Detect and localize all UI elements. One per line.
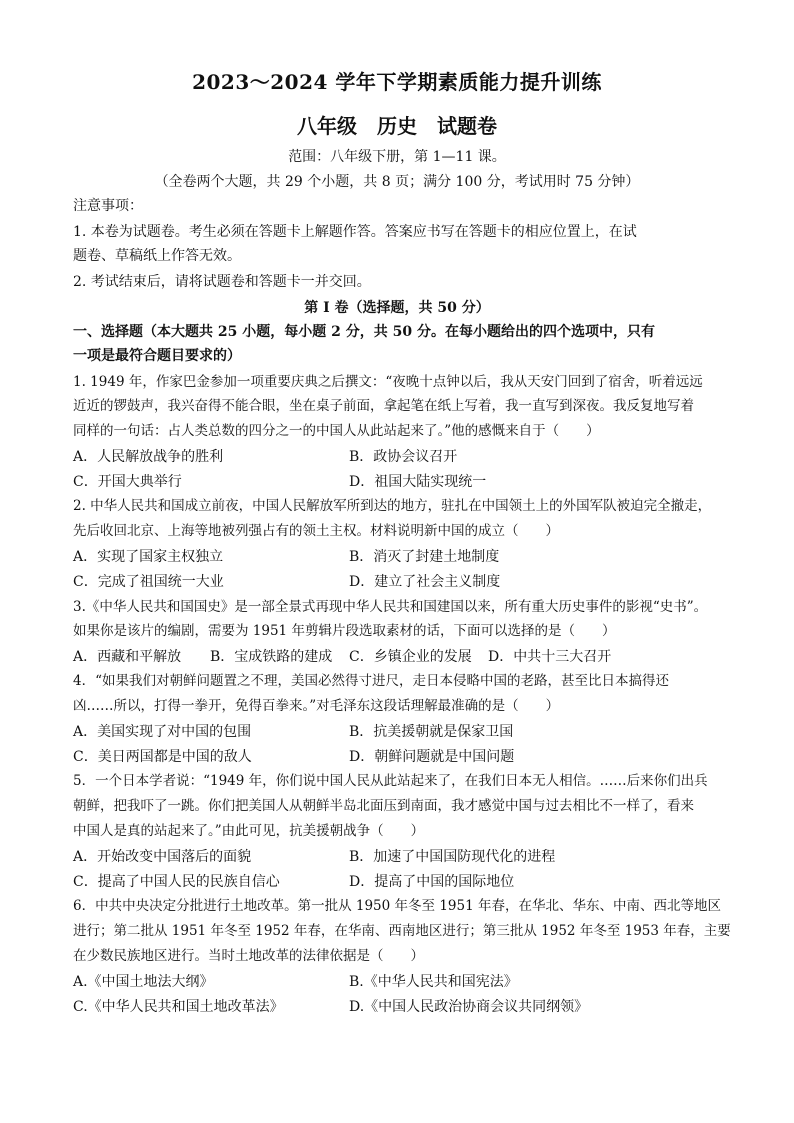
question-6-line-1: 6．中共中央决定分批进行土地改革。第一批从 1950 年冬至 1951 年春，在华北、华东、中南、西北等地区: [73, 898, 721, 914]
section-instructions-line-1: 一、选择题（本大题共 25 小题，每小题 2 分，共 50 分。在每小题给出的四个选项中，只有: [73, 324, 655, 340]
question-4-option-c: C．美日两国都是中国的敌人: [73, 749, 252, 765]
notice-item-1-line-1: 1. 本卷为试题卷。考生必须在答题卡上解题作答。答案应书写在答题卡的相应位置上，在试: [73, 224, 637, 240]
notice-heading: 注意事项：: [73, 198, 143, 214]
question-3-line-1: 3.《中华人民共和国国史》是一部全景式再现中华人民共和国建国以来，所有重大历史事件的影视“史书”。: [73, 599, 708, 615]
section-instructions-line-2: 一项是最符合题目要求的）: [73, 348, 241, 364]
notice-item-1-line-2: 题卷、草稿纸上作答无效。: [73, 248, 241, 264]
question-6-line-2: 进行；第二批从 1951 年冬至 1952 年春，在华南、西南地区进行；第三批从 1952 年冬至 1953 年春，主要: [73, 923, 731, 939]
question-5-option-d: D．提高了中国的国际地位: [349, 874, 515, 890]
question-3-option-d: D．中共十三大召开: [488, 649, 612, 665]
exam-subtitle: 八年级 历史 试题卷: [297, 114, 497, 138]
question-2-option-c: C．完成了祖国统一大业: [73, 574, 224, 590]
question-2-option-d: D．建立了社会主义制度: [349, 574, 501, 590]
question-2-option-a: A．实现了国家主权独立: [73, 549, 224, 565]
question-6-option-c: C.《中华人民共和国土地改革法》: [73, 999, 284, 1015]
question-5-option-a: A．开始改变中国落后的面貌: [73, 849, 252, 865]
question-1-line-2: 近近的锣鼓声，我兴奋得不能合眼，坐在桌子前面，拿起笔在纸上写着，我一直写到深夜。我反复地写着: [73, 398, 694, 414]
question-5-line-1: 5．一个日本学者说：“1949 年，你们说中国人民从此站起来了，在我们日本无人相信。……后来你们出兵: [73, 773, 708, 789]
question-2-line-2: 先后收回北京、上海等地被列强占有的领土主权。材料说明新中国的成立（ ）: [73, 523, 559, 539]
question-5-line-2: 朝鲜，把我吓了一跳。你们把美国人从朝鲜半岛北面压到南面，我才感觉中国与过去相比不一样了，看来: [73, 798, 694, 814]
question-3-option-c: C．乡镇企业的发展: [349, 649, 472, 665]
question-6-option-a: A.《中国土地法大纲》: [73, 974, 214, 990]
question-4-line-2: 凶……所以，打得一拳开，免得百拳来。”对毛泽东这段话理解最准确的是（ ）: [73, 698, 560, 714]
question-1-line-3: 同样的一句话：占人类总数的四分之一的中国人从此站起来了。”他的感慨来自于（ ）: [73, 423, 600, 439]
question-3-option-b: B．宝成铁路的建成: [210, 649, 333, 665]
question-6-option-b: B.《中华人民共和国宪法》: [349, 974, 518, 990]
question-1-line-1: 1. 1949 年，作家巴金参加一项重要庆典之后撰文：“夜晚十点钟以后，我从天安门回到了宿舍，听着远远: [73, 374, 703, 390]
question-5-option-c: C．提高了中国人民的民族自信心: [73, 874, 280, 890]
question-5-line-3: 中国人是真的站起来了。”由此可见，抗美援朝战争（ ）: [73, 823, 425, 839]
exam-scope: 范围：八年级下册，第 1—11 课。: [288, 149, 506, 165]
question-4-option-b: B．抗美援朝就是保家卫国: [349, 724, 514, 740]
question-2-line-1: 2. 中华人民共和国成立前夜，中国人民解放军所到达的地方，驻扎在中国领土上的外国军队被迫完全撤走，: [73, 498, 712, 514]
question-6-line-3: 在少数民族地区进行。当时土地改革的法律依据是（ ）: [73, 948, 424, 964]
exam-title: 2023～2024 学年下学期素质能力提升训练: [192, 70, 602, 94]
question-3-line-2: 如果你是该片的编剧，需要为 1951 年剪辑片段选取素材的话，下面可以选择的是（ ）: [73, 623, 616, 639]
question-6-option-d: D.《中国人民政治协商会议共同纲领》: [349, 999, 589, 1015]
question-1-option-a: A．人民解放战争的胜利: [73, 449, 224, 465]
part-1-heading: 第 I 卷（选择题，共 50 分）: [304, 300, 490, 316]
question-1-option-b: B．政协会议召开: [349, 449, 458, 465]
exam-info: （全卷两个大题，共 29 个小题，共 8 页；满分 100 分，考试用时 75 分钟）: [154, 174, 640, 190]
question-1-option-c: C．开国大典举行: [73, 474, 182, 490]
question-1-option-d: D．祖国大陆实现统一: [349, 474, 487, 490]
question-4-option-a: A．美国实现了对中国的包围: [73, 724, 252, 740]
notice-item-2: 2. 考试结束后，请将试题卷和答题卡一并交回。: [73, 274, 371, 290]
question-5-option-b: B．加速了中国国防现代化的进程: [349, 849, 556, 865]
question-2-option-b: B．消灭了封建土地制度: [349, 549, 500, 565]
question-3-option-a: A．西藏和平解放: [73, 649, 182, 665]
question-4-line-1: 4．“如果我们对朝鲜问题置之不理，美国必然得寸进尺，走日本侵略中国的老路，甚至比日本搞得还: [73, 673, 669, 689]
question-4-option-d: D．朝鲜问题就是中国问题: [349, 749, 515, 765]
